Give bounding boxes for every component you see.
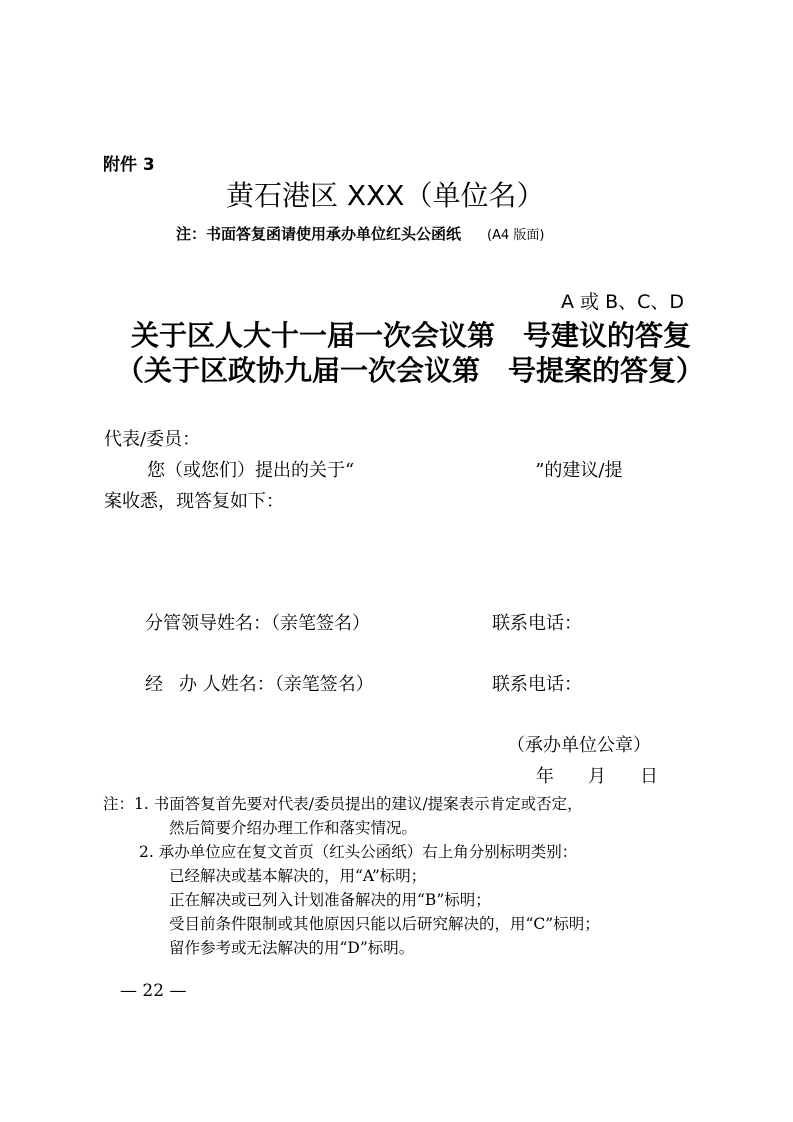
- note-1-line-1: 注：1. 书面答复首先要对代表/委员提出的建议/提案表示肯定或否定，: [103, 795, 583, 813]
- date-month: 月: [588, 766, 606, 787]
- handler-label-first: 经: [145, 674, 163, 695]
- unit-title: 黄石港区 XXX（单位名）: [226, 179, 545, 212]
- notes-section: [103, 792, 600, 960]
- body-text-end: ”的建议/提: [535, 460, 623, 481]
- unit-seal-label: （承办单位公章）: [507, 735, 651, 756]
- body-text-start: 您（或您们）提出的关于“: [147, 460, 355, 481]
- body-text-line-2: 案收悉，现答复如下：: [104, 491, 284, 512]
- note-2-category-c: 受目前条件限制或其他原因只能以后研究解决的，用“C”标明；: [169, 915, 600, 933]
- category-marker: A 或 B、C、D: [561, 291, 685, 313]
- letterhead-format: (A4 版面): [487, 228, 545, 243]
- handler-label-rest: 办 人姓名：（亲笔签名）: [179, 674, 374, 695]
- letterhead-note: [176, 223, 544, 244]
- note-2-line-1: 2. 承办单位应在复文首页（红头公函纸）右上角分别标明类别：: [139, 843, 578, 861]
- note-1-line-2: 然后简要介绍办理工作和落实情况。: [169, 819, 418, 837]
- date-year: 年: [536, 766, 554, 787]
- handler-signature-label: [145, 670, 374, 696]
- note-2-category-b: 正在解决或已列入计划准备解决的用“B”标明；: [169, 891, 491, 909]
- date-line: [536, 762, 658, 788]
- letterhead-note-text: 注：书面答复函请使用承办单位红头公函纸: [176, 225, 462, 243]
- supervisor-phone-label: 联系电话：: [492, 613, 582, 634]
- salutation: 代表/委员：: [104, 429, 201, 450]
- reply-title-motion: （关于区政协九届一次会议第 号提案的答复）: [116, 354, 705, 387]
- note-2-category-d: 留作参考或无法解决的用“D”标明。: [169, 939, 415, 957]
- page-number: — 22 —: [120, 981, 187, 1001]
- supervisor-signature-label: 分管领导姓名：（亲笔签名）: [145, 613, 370, 634]
- body-text-line-1: [147, 456, 622, 482]
- date-day: 日: [640, 766, 658, 787]
- reply-title-proposal: 关于区人大十一届一次会议第 号建议的答复: [131, 319, 692, 352]
- note-2-category-a: 已经解决或基本解决的，用“A”标明；: [169, 867, 427, 885]
- handler-phone-label: 联系电话：: [492, 674, 582, 695]
- attachment-label: 附件 3: [103, 155, 155, 175]
